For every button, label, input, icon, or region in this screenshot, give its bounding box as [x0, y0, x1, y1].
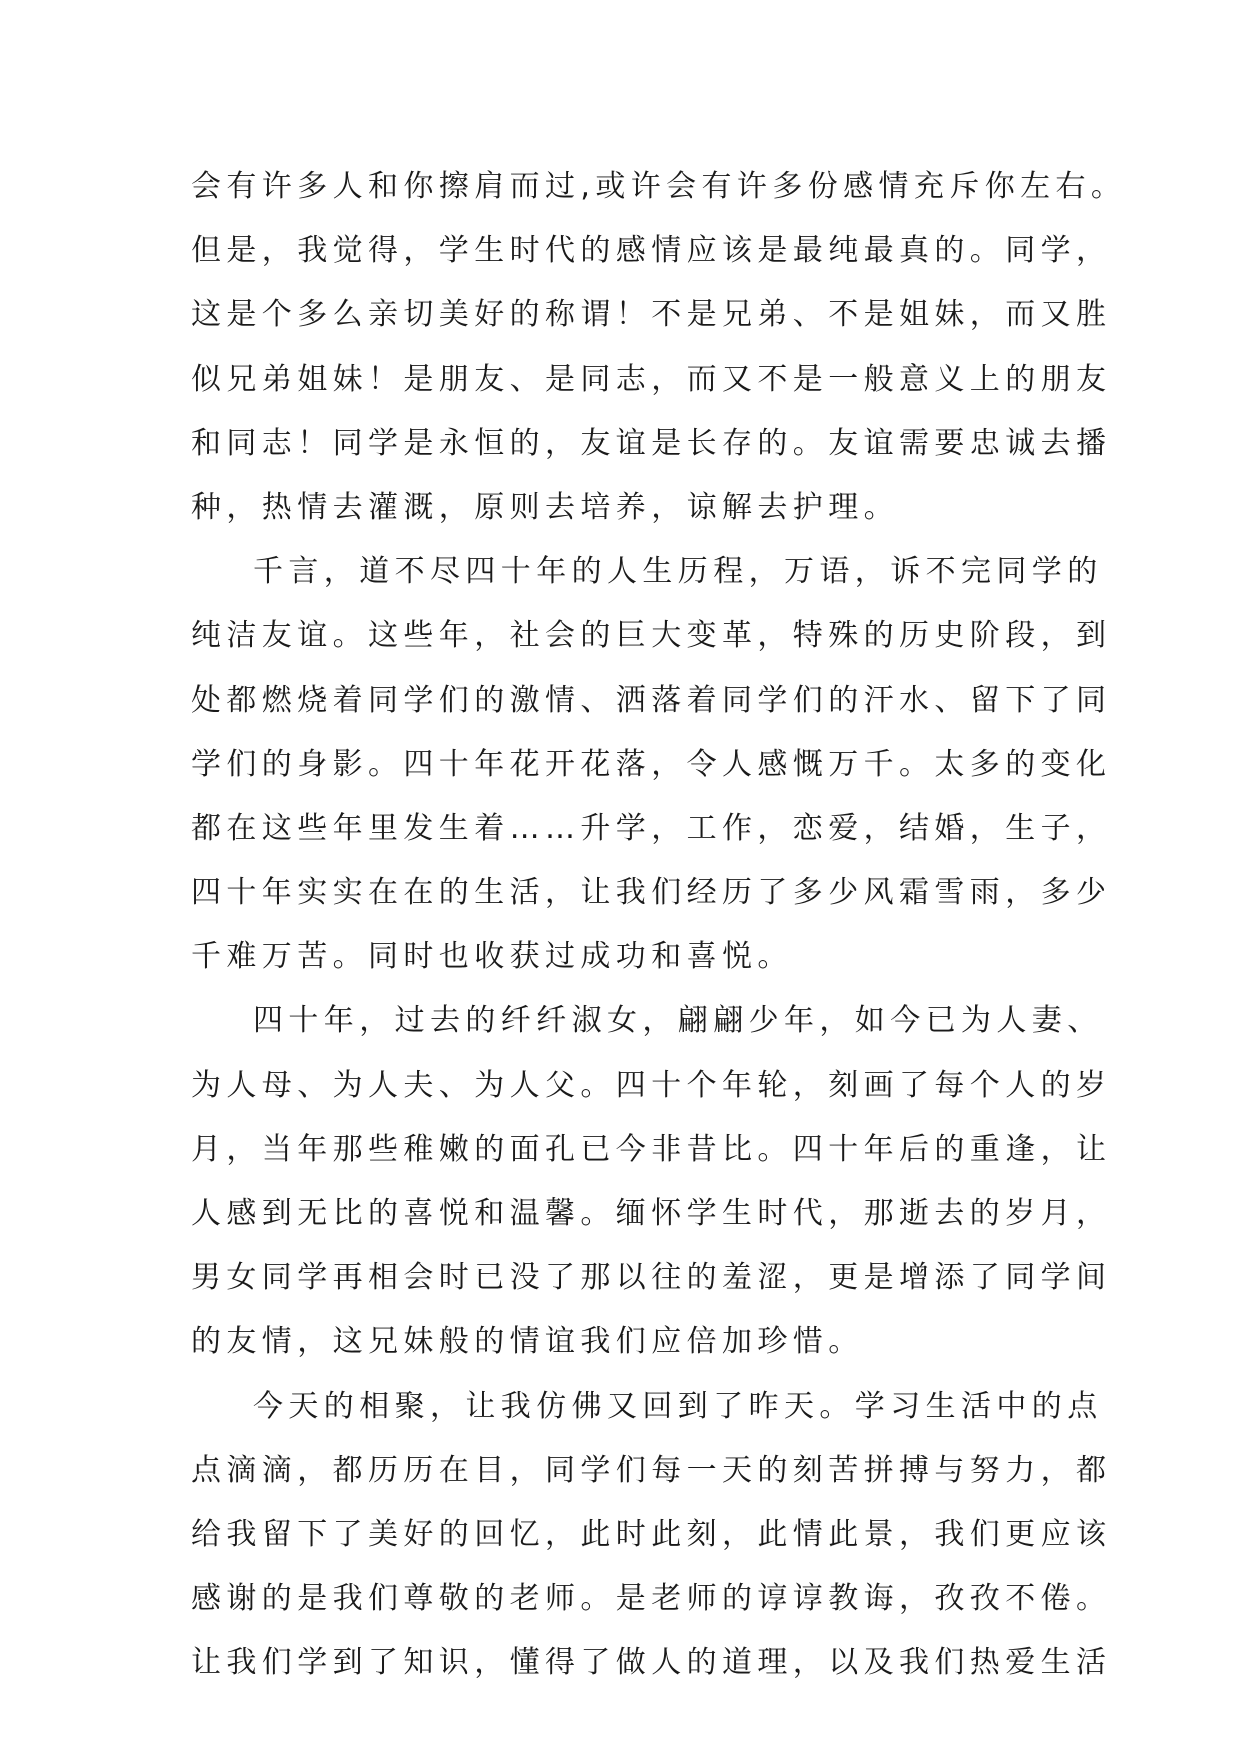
text-line: 四十年实实在在的生活，让我们经历了多少风霜雪雨，多少: [191, 875, 1112, 911]
text-line: 点滴滴，都历历在目，同学们每一天的刻苦拼搏与努力，都: [191, 1452, 1112, 1488]
text-line: 男女同学再相会时已没了那以往的羞涩，更是增添了同学间: [191, 1260, 1112, 1296]
text-line: 的友情，这兄妹般的情谊我们应倍加珍惜。: [191, 1324, 864, 1360]
text-line: 给我留下了美好的回忆，此时此刻，此情此景，我们更应该: [191, 1516, 1112, 1552]
text-line: 人感到无比的喜悦和温馨。缅怀学生时代，那逝去的岁月，: [191, 1196, 1112, 1231]
text-line: 千难万苦。同时也收获过成功和喜悦。: [191, 939, 793, 975]
text-line: 和同志！同学是永恒的，友谊是长存的。友谊需要忠诚去播: [191, 425, 1112, 461]
paragraph-first-line: 千言，道不尽四十年的人生历程，万语，诉不完同学的: [253, 554, 1103, 590]
text-line: 月，当年那些稚嫩的面孔已今非昔比。四十年后的重逢，让: [191, 1131, 1112, 1167]
text-line: 让我们学到了知识，懂得了做人的道理，以及我们热爱生活: [191, 1645, 1112, 1681]
text-line: 这是个多么亲切美好的称谓！不是兄弟、不是姐妹，而又胜: [191, 297, 1112, 333]
body-text: [191, 155, 1127, 1696]
text-line: 纯洁友谊。这些年，社会的巨大变革，特殊的历史阶段，到: [191, 618, 1112, 654]
text-line: 为人母、为人夫、为人父。四十个年轮，刻画了每个人的岁: [191, 1067, 1112, 1103]
text-line: 处都燃烧着同学们的激情、洒落着同学们的汗水、留下了同: [191, 682, 1112, 718]
text-line: 学们的身影。四十年花开花落，令人感慨万千。太多的变化: [191, 746, 1112, 782]
text-line: 但是，我觉得，学生时代的感情应该是最纯最真的。同学，: [191, 233, 1112, 269]
text-line: 都在这些年里发生着……升学，工作，恋爱，结婚，生子，: [191, 810, 1112, 846]
text-line: 种，热情去灌溉，原则去培养，谅解去护理。: [191, 489, 899, 525]
text-line: 会有许多人和你擦肩而过,或许会有许多份感情充斥你左右。: [191, 169, 1127, 204]
paragraph-first-line: 今天的相聚，让我仿佛又回到了昨天。学习生活中的点: [253, 1388, 1103, 1424]
text-line: 似兄弟姐妹！是朋友、是同志，而又不是一般意义上的朋友: [191, 361, 1112, 397]
text-line: 感谢的是我们尊敬的老师。是老师的谆谆教诲，孜孜不倦。: [191, 1581, 1112, 1617]
paragraph-first-line: 四十年，过去的纤纤淑女，翩翩少年，如今已为人妻、: [253, 1003, 1103, 1039]
